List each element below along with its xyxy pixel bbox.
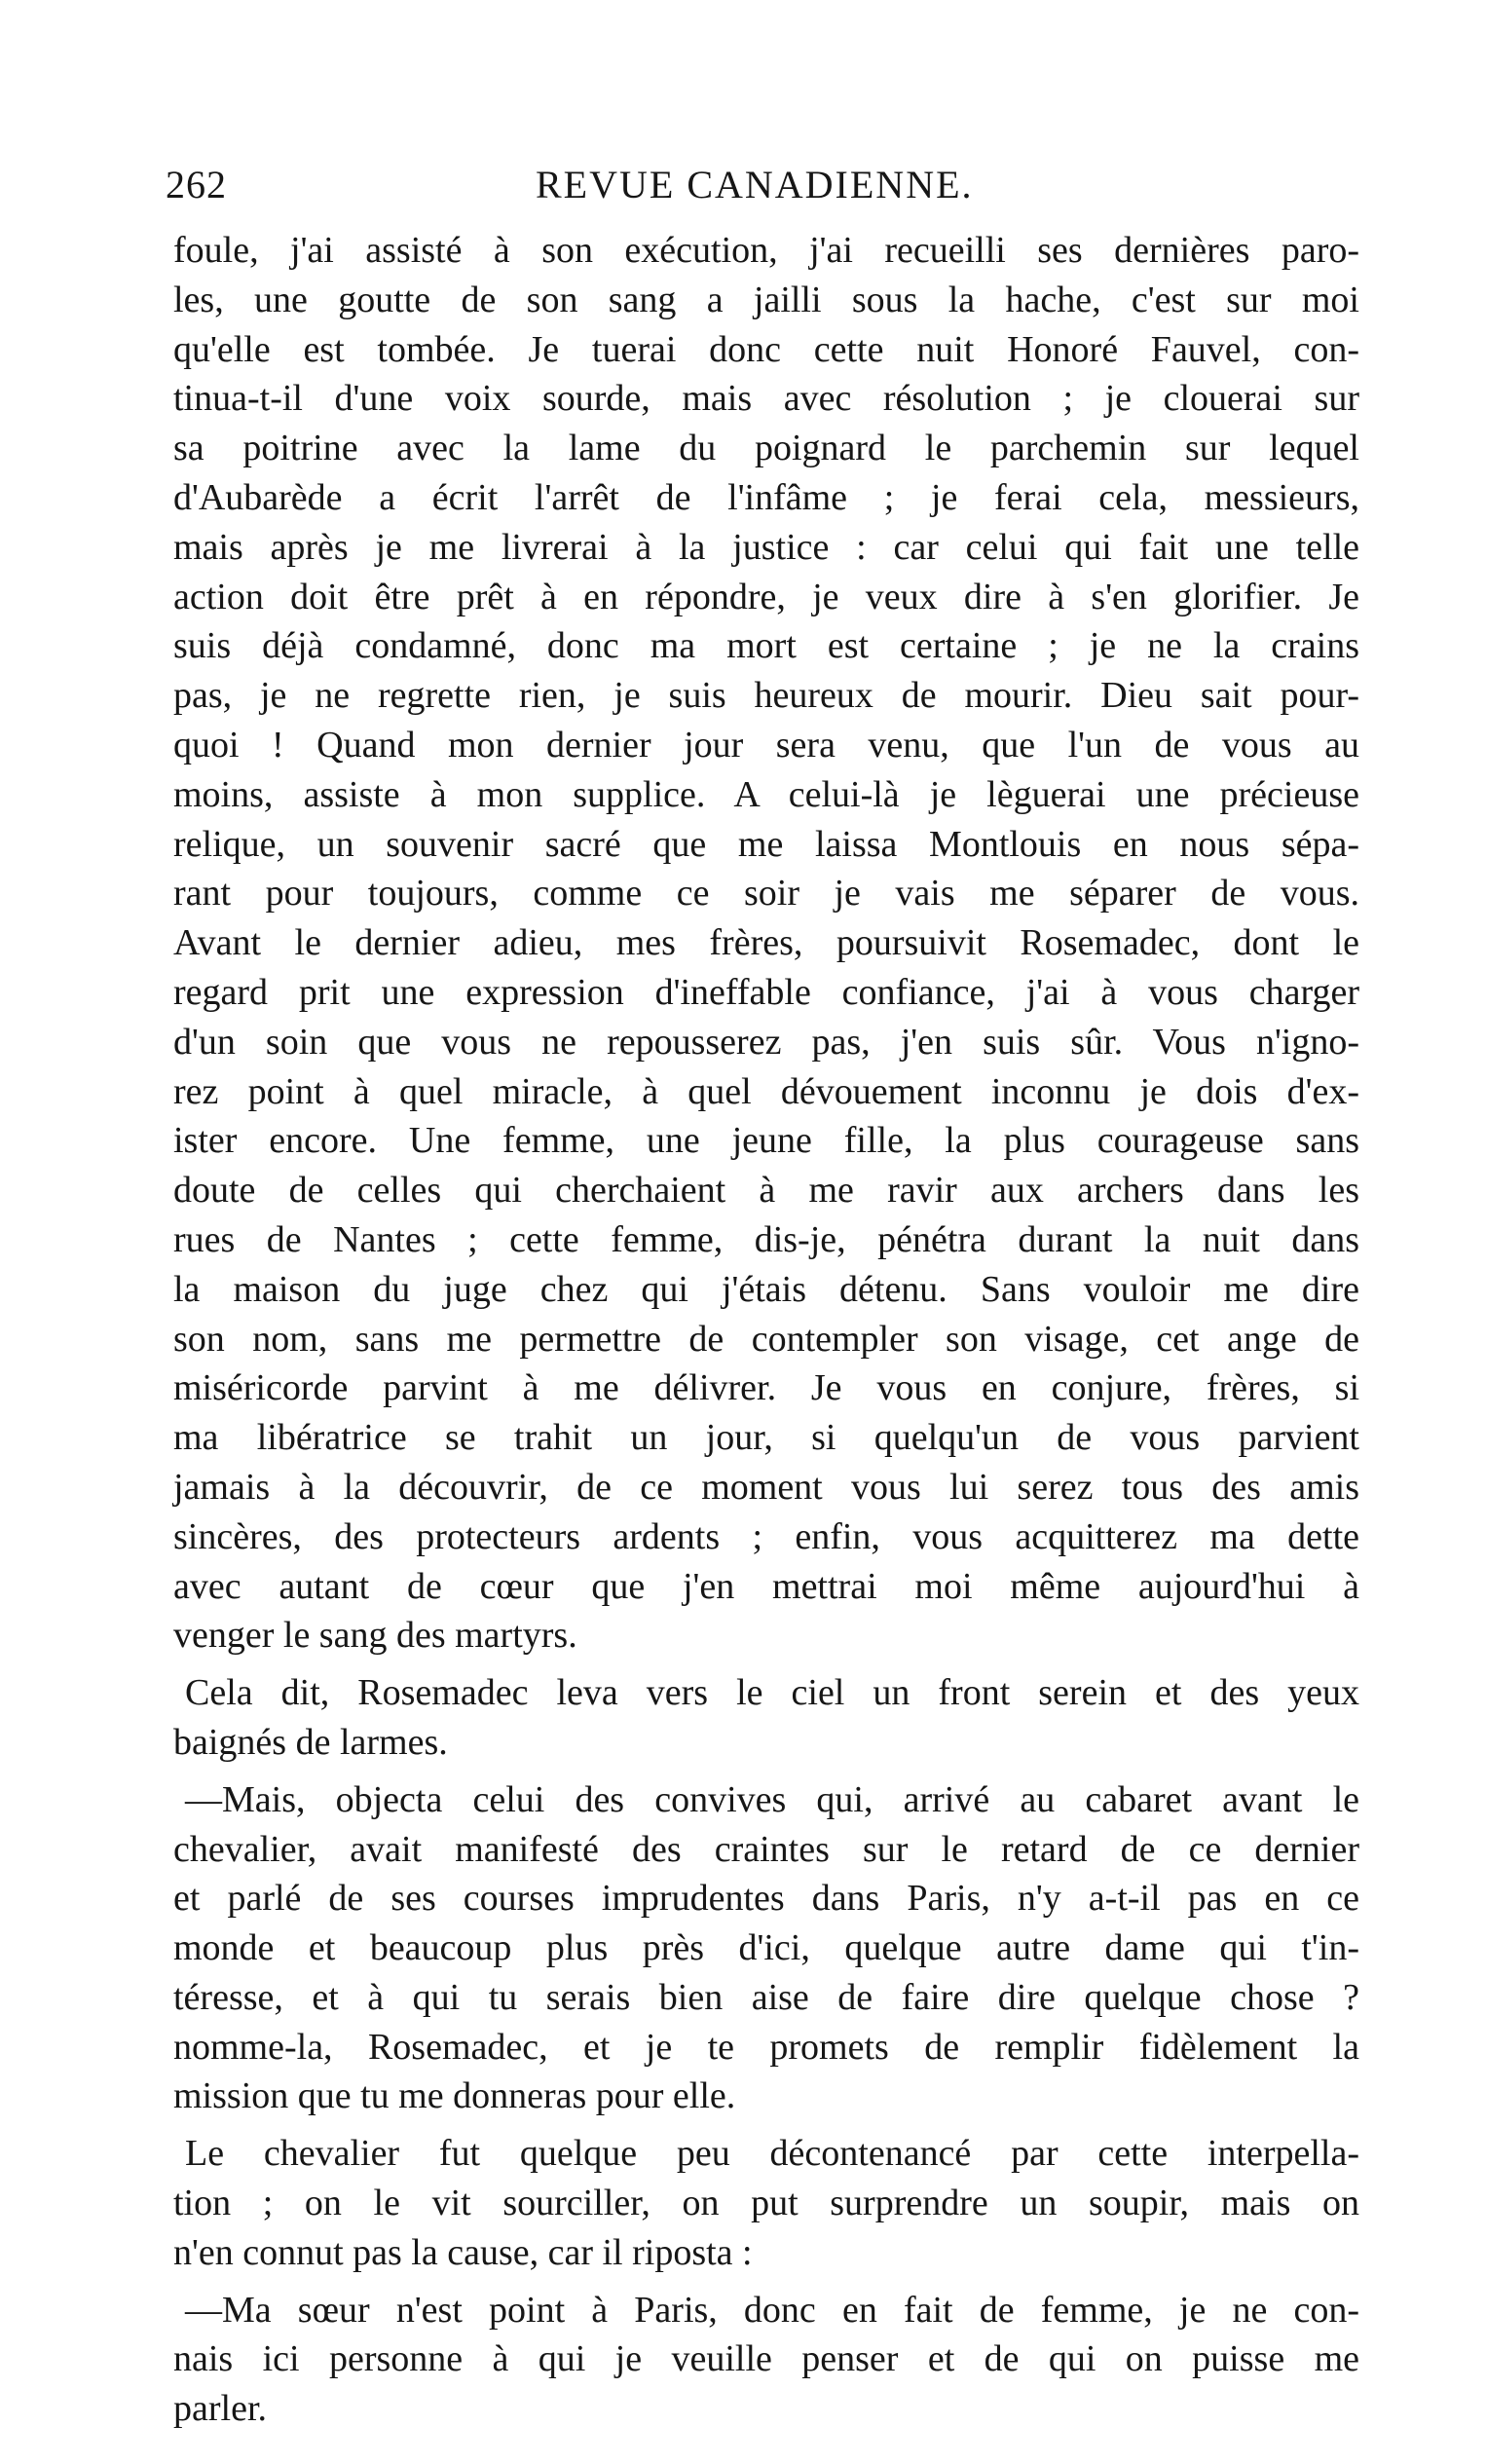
- paragraph-gap: [173, 2121, 1359, 2129]
- text-line: tinua-t-il d'une voix sourde, mais avec résolution ; je clouerai sur: [173, 378, 1359, 420]
- text-line: Avant le dernier adieu, mes frères, poursuivit Rosemadec, dont le: [173, 922, 1359, 964]
- text-line: monde et beaucoup plus près d'ici, quelque autre dame qui t'in-: [173, 1927, 1359, 1969]
- text-line: sincères, des protecteurs ardents ; enfin, vous acquitterez ma dette: [173, 1515, 1359, 1557]
- text-line: foule, j'ai assisté à son exécution, j'ai recueilli ses dernières paro-: [173, 230, 1359, 271]
- paragraph-gap: [173, 1661, 1359, 1668]
- paragraph: [173, 2129, 1359, 2277]
- text-line: nais ici personne à qui je veuille penser et de qui on puisse me: [173, 2338, 1359, 2380]
- text-line: pas, je ne regrette rien, je suis heureux de mourir. Dieu sait pour-: [173, 675, 1359, 717]
- text-line: nomme-la, Rosemadec, et je te promets de remplir fidèlement la: [173, 2026, 1359, 2068]
- text-line: regard prit une expression d'ineffable confiance, j'ai à vous charger: [173, 971, 1359, 1013]
- text-line: Cela dit, Rosemadec leva vers le ciel un front serein et des yeux: [185, 1672, 1359, 1714]
- text-line: les, une goutte de son sang a jailli sous la hache, c'est sur moi: [173, 279, 1359, 320]
- text-line: baignés de larmes.: [173, 1721, 448, 1763]
- text-line: relique, un souvenir sacré que me laissa Montlouis en nous sépa-: [173, 823, 1359, 865]
- text-line: —Ma sœur n'est point à Paris, donc en fait de femme, je ne con-: [185, 2289, 1359, 2331]
- text-line: rant pour toujours, comme ce soir je vais me séparer de vous.: [173, 873, 1359, 915]
- text-line: rues de Nantes ; cette femme, dis-je, pénétra durant la nuit dans: [173, 1218, 1359, 1260]
- paragraph: [173, 226, 1359, 1661]
- text-line: action doit être prêt à en répondre, je veux dire à s'en glorifier. Je: [173, 576, 1359, 617]
- text-line: n'en connut pas la cause, car il riposta :: [173, 2231, 753, 2273]
- text-line: qu'elle est tombée. Je tuerai donc cette nuit Honoré Fauvel, con-: [173, 328, 1359, 370]
- paragraph-gap: [173, 2278, 1359, 2286]
- body-text: [173, 226, 1359, 2434]
- text-line: chevalier, avait manifesté des craintes sur le retard de ce dernier: [173, 1828, 1359, 1870]
- text-line: avec autant de cœur que j'en mettrai moi même aujourd'hui à: [173, 1565, 1359, 1607]
- page-header: [166, 156, 1373, 214]
- text-line: d'un soin que vous ne repousserez pas, j'en suis sûr. Vous n'igno-: [173, 1021, 1359, 1063]
- text-line: parler.: [173, 2388, 268, 2430]
- text-line: rez point à quel miracle, à quel dévouement inconnu je dois d'ex-: [173, 1070, 1359, 1112]
- text-line: d'Aubarède a écrit l'arrêt de l'infâme ; je ferai cela, messieurs,: [173, 476, 1359, 518]
- paragraph: [173, 1668, 1359, 1768]
- text-line: —Mais, objecta celui des convives qui, arrivé au cabaret avant le: [185, 1778, 1359, 1820]
- text-line: moins, assiste à mon supplice. A celui-là je lèguerai une précieuse: [173, 773, 1359, 815]
- text-line: mission que tu me donneras pour elle.: [173, 2075, 736, 2117]
- text-line: et parlé de ses courses imprudentes dans Paris, n'y a-t-il pas en ce: [173, 1878, 1359, 1920]
- text-line: la maison du juge chez qui j'étais détenu. Sans vouloir me dire: [173, 1268, 1359, 1310]
- text-line: sa poitrine avec la lame du poignard le parchemin sur lequel: [173, 428, 1359, 469]
- text-line: venger le sang des martyrs.: [173, 1615, 577, 1657]
- text-line: miséricorde parvint à me délivrer. Je vous en conjure, frères, si: [173, 1367, 1359, 1409]
- text-line: jamais à la découvrir, de ce moment vous lui serez tous des amis: [173, 1466, 1359, 1508]
- text-line: doute de celles qui cherchaient à me ravir aux archers dans les: [173, 1170, 1359, 1212]
- text-line: ister encore. Une femme, une jeune fille, la plus courageuse sans: [173, 1120, 1359, 1162]
- running-title: REVUE CANADIENNE.: [536, 163, 974, 206]
- paragraph: [173, 2286, 1359, 2434]
- paragraph: [173, 1775, 1359, 2122]
- text-line: suis déjà condamné, donc ma mort est certaine ; je ne la crains: [173, 625, 1359, 667]
- text-line: mais après je me livrerai à la justice : car celui qui fait une telle: [173, 526, 1359, 568]
- text-line: téresse, et à qui tu serais bien aise de faire dire quelque chose ?: [173, 1976, 1359, 2018]
- paragraph-gap: [173, 1768, 1359, 1775]
- text-line: Le chevalier fut quelque peu décontenancé par cette interpella-: [185, 2133, 1359, 2175]
- text-line: quoi ! Quand mon dernier jour sera venu, que l'un de vous au: [173, 724, 1359, 765]
- text-line: ma libératrice se trahit un jour, si quelqu'un de vous parvient: [173, 1417, 1359, 1459]
- page-number: 262: [166, 163, 227, 206]
- text-line: son nom, sans me permettre de contempler son visage, cet ange de: [173, 1318, 1359, 1360]
- text-line: tion ; on le vit sourciller, on put surprendre un soupir, mais on: [173, 2183, 1359, 2224]
